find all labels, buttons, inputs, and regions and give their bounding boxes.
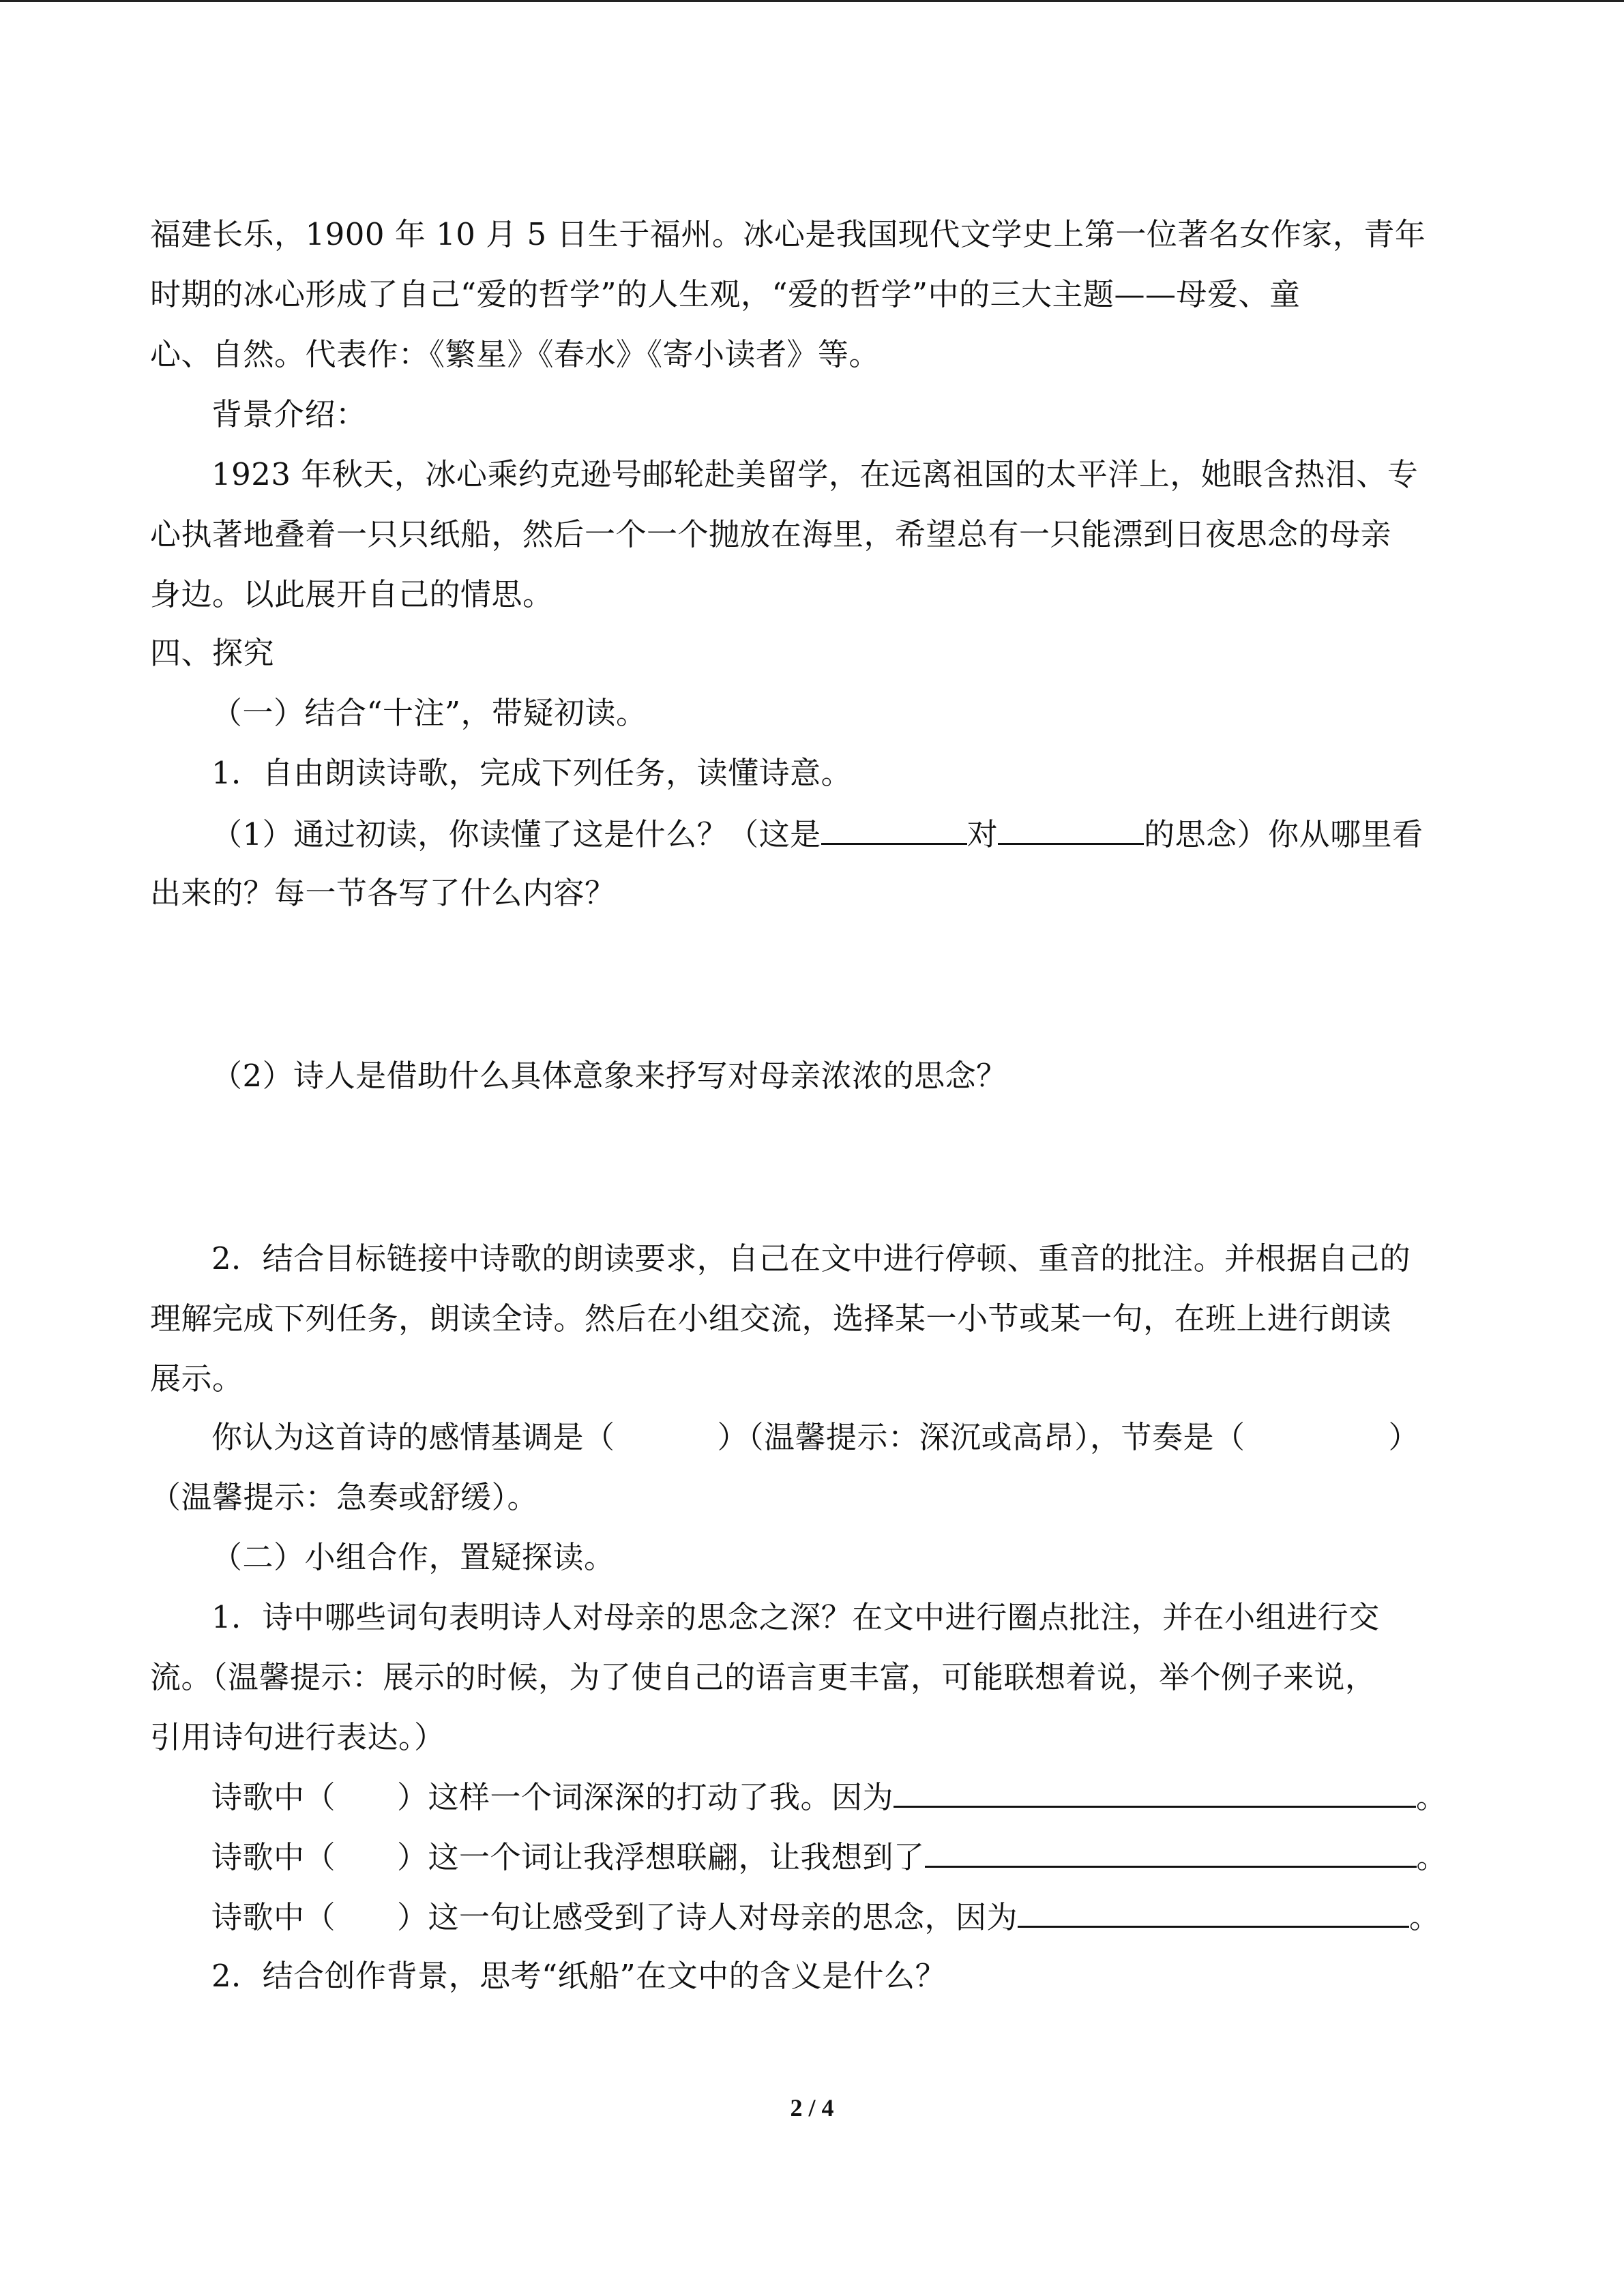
question-1-1-line-1 bbox=[211, 813, 1423, 854]
background-line-2: 心执著地叠着一只只纸船，然后一个一个抛放在海里，希望总有一只能漂到日夜思念的母亲 bbox=[150, 516, 1392, 552]
question-2-line-2: 理解完成下列任务，朗读全诗。然后在小组交流，选择某一小节或某一句，在班上进行朗读 bbox=[150, 1300, 1392, 1337]
question-2-line-3: 展示。 bbox=[150, 1360, 243, 1397]
fill-2-text-b: ）这一个词让我浮想联翩，让我想到了 bbox=[397, 1839, 925, 1875]
background-line-1: 1923 年秋天，冰心乘约克逊号邮轮赴美留学，在远离祖国的太平洋上，她眼含热泪、专 bbox=[211, 456, 1419, 492]
page-number: 2 / 4 bbox=[790, 2094, 834, 2121]
question-1-1-text-b: 对 bbox=[966, 816, 999, 852]
question-1-1-text-c: 的思念）你从哪里看 bbox=[1144, 816, 1423, 852]
background-heading: 背景介绍： bbox=[211, 396, 367, 432]
author-intro-line-2: 时期的冰心形成了自己“爱的哲学”的人生观，“爱的哲学”中的三大主题——母爱、童 bbox=[150, 276, 1301, 312]
tone-text-b: ）（温馨提示：深沉或高昂），节奏是（ bbox=[717, 1419, 1245, 1455]
answer-blank-whom[interactable] bbox=[998, 813, 1144, 845]
part-two-question-1-line-1: 1．诗中哪些词句表明诗人对母亲的思念之深？在文中进行圈点批注，并在小组进行交 bbox=[211, 1599, 1380, 1635]
fill-3-text-a: 诗歌中（ bbox=[211, 1899, 336, 1935]
tone-text-a: 你认为这首诗的感情基调是（ bbox=[211, 1419, 615, 1455]
question-2-line-1: 2．结合目标链接中诗歌的朗读要求，自己在文中进行停顿、重音的批注。并根据自己的 bbox=[211, 1240, 1411, 1277]
part-one-heading: （一）结合“十注”，带疑初读。 bbox=[211, 695, 647, 731]
fill-in-line-1 bbox=[211, 1776, 1447, 1817]
fill-3-answer-blank[interactable] bbox=[1018, 1896, 1409, 1928]
question-1-1-line-2: 出来的？每一节各写了什么内容？ bbox=[150, 875, 616, 911]
tone-question-line-2: （温馨提示：急奏或舒缓）。 bbox=[150, 1479, 539, 1515]
fill-1-text-a: 诗歌中（ bbox=[211, 1779, 336, 1815]
fill-3-text-b: ）这一句让感受到了诗人对母亲的思念，因为 bbox=[397, 1899, 1018, 1935]
fill-2-text-a: 诗歌中（ bbox=[211, 1839, 336, 1875]
question-1: 1．自由朗读诗歌，完成下列任务，读懂诗意。 bbox=[211, 755, 853, 791]
author-intro-line-1: 福建长乐，1900 年 10 月 5 日生于福州。冰心是我国现代文学史上第一位著名女作家，青年 bbox=[150, 216, 1426, 252]
fill-in-line-2 bbox=[211, 1836, 1447, 1877]
fill-2-answer-blank[interactable] bbox=[925, 1836, 1417, 1868]
fill-1-answer-blank[interactable] bbox=[894, 1776, 1416, 1808]
part-two-question-1-line-3: 引用诗句进行表达。） bbox=[150, 1719, 445, 1755]
fill-3-end: 。 bbox=[1409, 1899, 1441, 1935]
background-line-3: 身边。以此展开自己的情思。 bbox=[150, 576, 554, 612]
part-two-heading: （二）小组合作，置疑探读。 bbox=[211, 1539, 615, 1575]
fill-in-line-3 bbox=[211, 1896, 1441, 1937]
part-two-question-1-line-2: 流。（温馨提示：展示的时候，为了使自己的语言更丰富，可能联想着说，举个例子来说， bbox=[150, 1659, 1376, 1695]
author-intro-line-3: 心、自然。代表作：《繁星》《春水》《寄小读者》等。 bbox=[150, 336, 881, 372]
question-1-1-text-a: （1）通过初读，你读懂了这是什么？（这是 bbox=[211, 816, 821, 852]
fill-1-end: 。 bbox=[1416, 1779, 1447, 1815]
tone-question-line-1 bbox=[211, 1417, 1419, 1458]
page-top-border bbox=[0, 0, 1624, 2]
fill-2-end: 。 bbox=[1416, 1839, 1448, 1875]
question-1-2: （2）诗人是借助什么具体意象来抒写对母亲浓浓的思念？ bbox=[211, 1058, 1007, 1094]
tone-text-c: ） bbox=[1388, 1419, 1420, 1455]
fill-1-text-b: ）这样一个词深深的打动了我。因为 bbox=[397, 1779, 894, 1815]
section-four-heading: 四、探究 bbox=[150, 635, 275, 671]
answer-blank-who[interactable] bbox=[821, 813, 967, 845]
part-two-question-2: 2．结合创作背景，思考“纸船”在文中的含义是什么？ bbox=[211, 1958, 947, 1994]
